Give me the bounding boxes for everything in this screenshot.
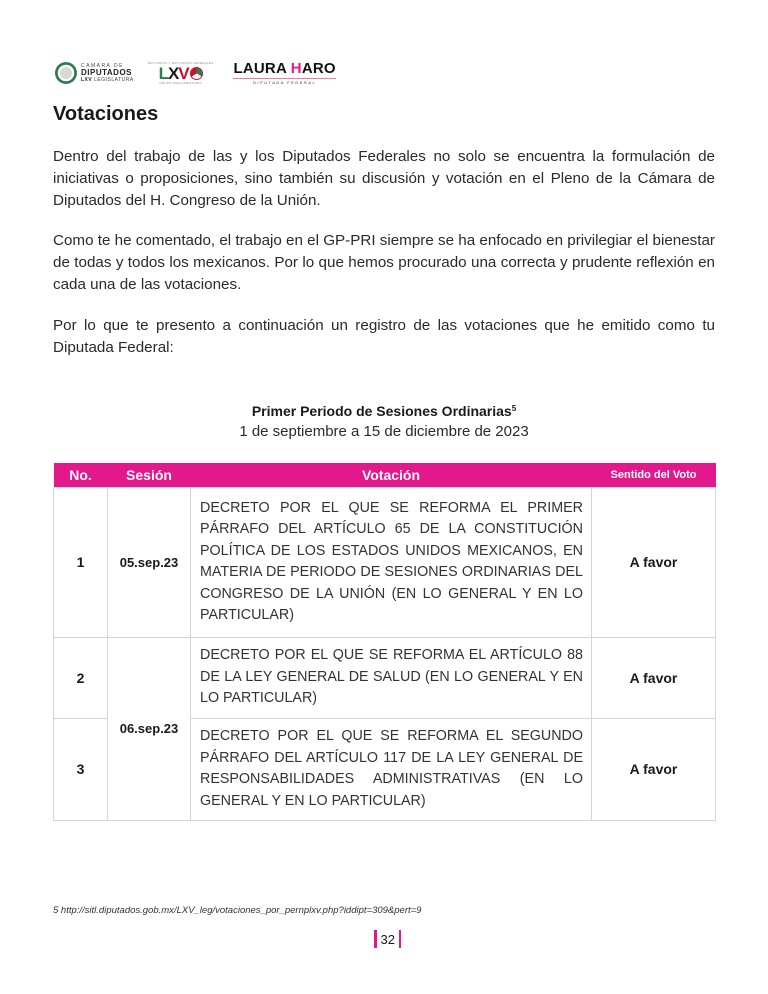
- lxv-letter-v: V: [178, 63, 189, 83]
- camara-logo-main: DIPUTADOS: [81, 67, 133, 77]
- vote-sense: A favor: [592, 637, 716, 718]
- camara-diputados-logo: [55, 62, 134, 84]
- lxv-pri-logo: [148, 62, 214, 85]
- vote-description: DECRETO POR EL QUE SE REFORMA EL SEGUNDO PÁRRAFO DEL ARTÍCULO 117 DE LA LEY GENERAL DE RESPONSABILIDADES ADMINISTRATIVAS (EN LO GENERAL Y EN LO PARTICULAR): [191, 718, 592, 820]
- row-number: 2: [54, 637, 108, 718]
- vote-sense: A favor: [592, 487, 716, 637]
- intro-paragraph-3: Por lo que te presento a continuación un registro de las votaciones que he emitido como tu Diputada Federal:: [53, 317, 715, 356]
- camara-logo-top: CÁMARA DE: [81, 62, 124, 69]
- table-subtitle: 1 de septiembre a 15 de diciembre de 2023: [239, 423, 529, 440]
- table-row: [54, 637, 716, 718]
- vote-description: DECRETO POR EL QUE SE REFORMA EL ARTÍCULO 88 DE LA LEY GENERAL DE SALUD (EN LO GENERAL Y EN LO PARTICULAR): [191, 637, 592, 718]
- intro-paragraph-1: Dentro del trabajo de las y los Diputados Federales no solo se encuentra la formulación de iniciativas o proposiciones, sino también su discusión y votación en el Pleno de la Cámara de Diputados del H. Congreso de la Unión.: [53, 148, 715, 209]
- page-title: Votaciones: [53, 103, 159, 125]
- national-seal-icon: [55, 62, 77, 84]
- laura-haro-logo: [233, 61, 335, 85]
- column-header-no: No.: [54, 463, 108, 487]
- footnote-link[interactable]: 5 http://sitl.diputados.gob.mx/LXV_leg/votaciones_por_pernplxv.php?iddipt=309&pert=9: [53, 905, 422, 916]
- row-number: 3: [54, 718, 108, 820]
- row-number: 1: [54, 487, 108, 637]
- column-header-vote-sense: Sentido del Voto: [592, 463, 716, 487]
- laura-haro-name: LAURA HARO: [233, 60, 336, 77]
- lxv-letter-x: X: [167, 63, 179, 83]
- column-header-vote: Votación: [191, 463, 592, 487]
- pri-emblem-icon: [190, 67, 203, 80]
- header-logos: [55, 56, 336, 90]
- column-header-session: Sesión: [108, 463, 191, 487]
- page-number-value: 32: [380, 931, 395, 947]
- votes-table: [53, 463, 716, 821]
- logo-divider: [233, 78, 335, 79]
- table-header-row: [54, 463, 716, 487]
- lxv-logo-bottom-text: GRUPO PARLAMENTARIO: [159, 80, 202, 85]
- page-number-bar-left: [374, 930, 377, 948]
- table-title: Primer Periodo de Sesiones Ordinarias$^5$: [251, 403, 517, 419]
- lxv-logo-top-text: DIPUTADAS Y DIPUTADOS FEDERALES: [147, 60, 214, 65]
- camara-logo-sub: LXV LEGISLATURA: [81, 76, 134, 83]
- table-row: [54, 487, 716, 637]
- table-heading: [0, 401, 768, 443]
- vote-description: DECRETO POR EL QUE SE REFORMA EL PRIMER PÁRRAFO DEL ARTÍCULO 65 DE LA CONSTITUCIÓN POLÍTICA DE LOS ESTADOS UNIDOS MEXICANOS, EN MATERIA DE PERIODO DE SESIONES ORDINARIAS DEL CONGRESO DE LA UNIÓN (EN LO GENERAL Y EN LO PARTICULAR): [191, 487, 592, 637]
- session-date: 06.sep.23: [108, 637, 191, 820]
- page-number: [370, 929, 405, 949]
- lxv-letter-l: L: [158, 63, 168, 83]
- intro-paragraph-2: Como te he comentado, el trabajo en el GP-PRI siempre se ha enfocado en privilegiar el bienestar de todas y todos los mexicanos. Por lo que hemos procurado una correcta y prudente reflexión en cada una de las votaciones.: [53, 232, 715, 293]
- footnote-ref: 5: [511, 404, 517, 413]
- session-date: 05.sep.23: [108, 487, 191, 637]
- laura-haro-subtitle: DIPUTADA FEDERAL: [252, 80, 317, 85]
- vote-sense: A favor: [592, 718, 716, 820]
- page-number-bar-right: [399, 930, 402, 948]
